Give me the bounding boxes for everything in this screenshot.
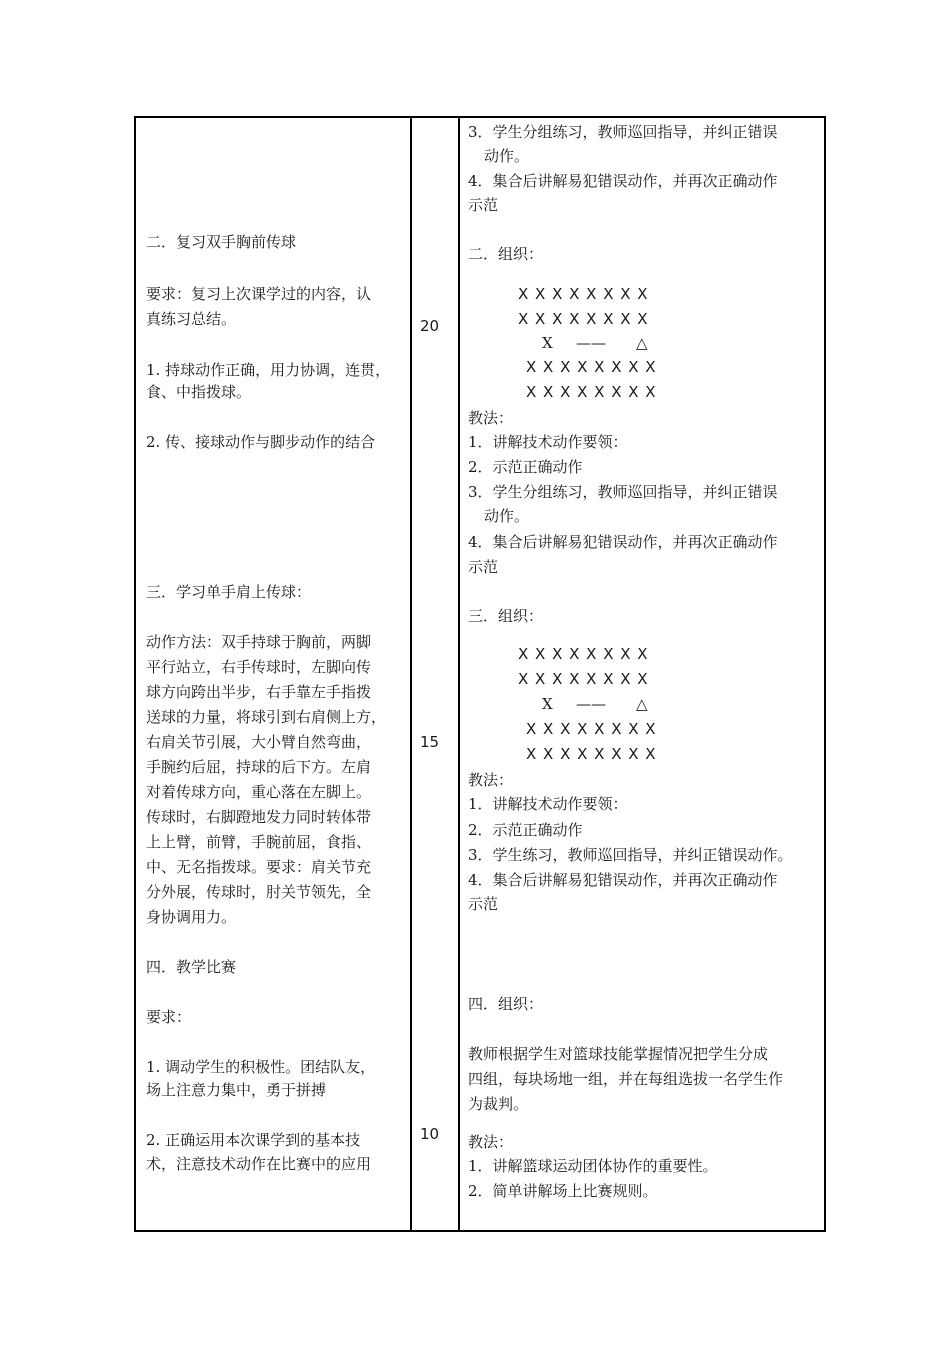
organization-4-title: 四．组织： [468, 995, 544, 1013]
method-line-cont: 示范 [468, 895, 499, 913]
method-title: 教法： [468, 409, 514, 427]
lesson-table [134, 116, 826, 1232]
formation-row: X X X X X X X X [526, 383, 657, 401]
method-line-cont: 示范 [468, 196, 499, 214]
section-3-title: 三．学习单手肩上传球： [146, 583, 312, 601]
section-2-point-1: 1. 持球动作正确，用力协调，连贯， [146, 361, 391, 379]
method-line: 1．讲解篮球运动团体协作的重要性。 [468, 1157, 718, 1175]
teacher-marker: X [542, 334, 553, 352]
section-3-body-line: 右肩关节引展，大小臂自然弯曲， [146, 733, 372, 751]
method-line-cont: 动作。 [484, 147, 530, 165]
formation-row: X X X X X X X X [518, 645, 649, 663]
section-4-point-1: 1. 调动学生的积极性。团结队友， [146, 1058, 376, 1076]
method-line: 1．讲解技术动作要领： [468, 795, 628, 813]
section-2-requirement: 要求：复习上次课学过的内容，认 [146, 285, 372, 303]
organization-3-title: 三．组织： [468, 607, 544, 625]
time-minutes: 10 [420, 1125, 440, 1143]
section-4-point-2: 2. 正确运用本次课学到的基本技 [146, 1131, 361, 1149]
formation-row: X X X X X X X X [518, 670, 649, 688]
triangle-icon: △ [636, 334, 648, 352]
section-3-body-line: 传球时，右脚蹬地发力同时转体带 [146, 808, 372, 826]
section-4-point-2-cont: 术，注意技术动作在比赛中的应用 [146, 1155, 372, 1173]
direction-dash: —— [576, 695, 606, 713]
section-3-body-line: 对着传球方向，重心落在左脚上。 [146, 783, 372, 801]
section-2-title: 二．复习双手胸前传球 [146, 233, 297, 251]
time-minutes: 15 [420, 733, 440, 751]
teacher-marker: X [542, 695, 553, 713]
time-minutes: 20 [420, 317, 440, 335]
method-line: 4．集合后讲解易犯错误动作，并再次正确动作 [468, 172, 778, 190]
section-3-body-line: 身协调用力。 [146, 908, 237, 926]
column-divider-right [458, 118, 460, 1230]
direction-dash: —— [576, 334, 606, 352]
section-3-body-line: 动作方法：双手持球于胸前，两脚 [146, 633, 372, 651]
method-line: 3．学生练习，教师巡回指导，并纠正错误动作。 [468, 846, 793, 864]
section-3-body-line: 球方向跨出半步，右手靠左手指拨 [146, 683, 372, 701]
method-title: 教法： [468, 1133, 514, 1151]
section-2-point-2: 2. 传、接球动作与脚步动作的结合 [146, 433, 376, 451]
section-2-point-1-cont: 食、中指拨球。 [146, 383, 252, 401]
group-line: 四组，每块场地一组，并在每组选拔一名学生作 [468, 1070, 784, 1088]
method-line: 4．集合后讲解易犯错误动作，并再次正确动作 [468, 871, 778, 889]
formation-row: X X X X X X X X [518, 310, 649, 328]
formation-row: X X X X X X X X [518, 285, 649, 303]
organization-2-title: 二．组织： [468, 245, 544, 263]
section-3-body-line: 送球的力量，将球引到右肩侧上方， [146, 708, 387, 726]
method-line-cont: 示范 [468, 558, 499, 576]
method-line: 1．讲解技术动作要领： [468, 433, 628, 451]
group-line: 教师根据学生对篮球技能掌握情况把学生分成 [468, 1045, 769, 1063]
column-divider-left [410, 118, 412, 1230]
formation-row: X X X X X X X X [526, 745, 657, 763]
section-4-requirement: 要求： [146, 1008, 192, 1026]
formation-row: X X X X X X X X [526, 358, 657, 376]
section-2-requirement-cont: 真练习总结。 [146, 310, 237, 328]
formation-row: X X X X X X X X [526, 720, 657, 738]
section-3-body-line: 分外展，传球时，肘关节领先，全 [146, 883, 372, 901]
section-3-body-line: 平行站立，右手传球时，左脚向传 [146, 658, 372, 676]
method-title: 教法： [468, 771, 514, 789]
method-line: 2．示范正确动作 [468, 821, 583, 839]
method-line: 2．简单讲解场上比赛规则。 [468, 1182, 658, 1200]
triangle-icon: △ [636, 695, 648, 713]
method-line: 3．学生分组练习，教师巡回指导，并纠正错误 [468, 483, 778, 501]
method-line: 2．示范正确动作 [468, 458, 583, 476]
method-line: 4．集合后讲解易犯错误动作，并再次正确动作 [468, 533, 778, 551]
section-3-body-line: 手腕约后屈，持球的后下方。左肩 [146, 758, 372, 776]
section-3-body-line: 上上臂，前臂，手腕前屈，食指、 [146, 833, 372, 851]
section-3-body-line: 中、无名指拨球。要求：肩关节充 [146, 858, 372, 876]
group-line: 为裁判。 [468, 1095, 529, 1113]
section-4-point-1-cont: 场上注意力集中，勇于拼搏 [146, 1081, 327, 1099]
section-4-title: 四．教学比赛 [146, 958, 237, 976]
method-line-cont: 动作。 [484, 507, 530, 525]
method-line: 3．学生分组练习，教师巡回指导，并纠正错误 [468, 123, 778, 141]
